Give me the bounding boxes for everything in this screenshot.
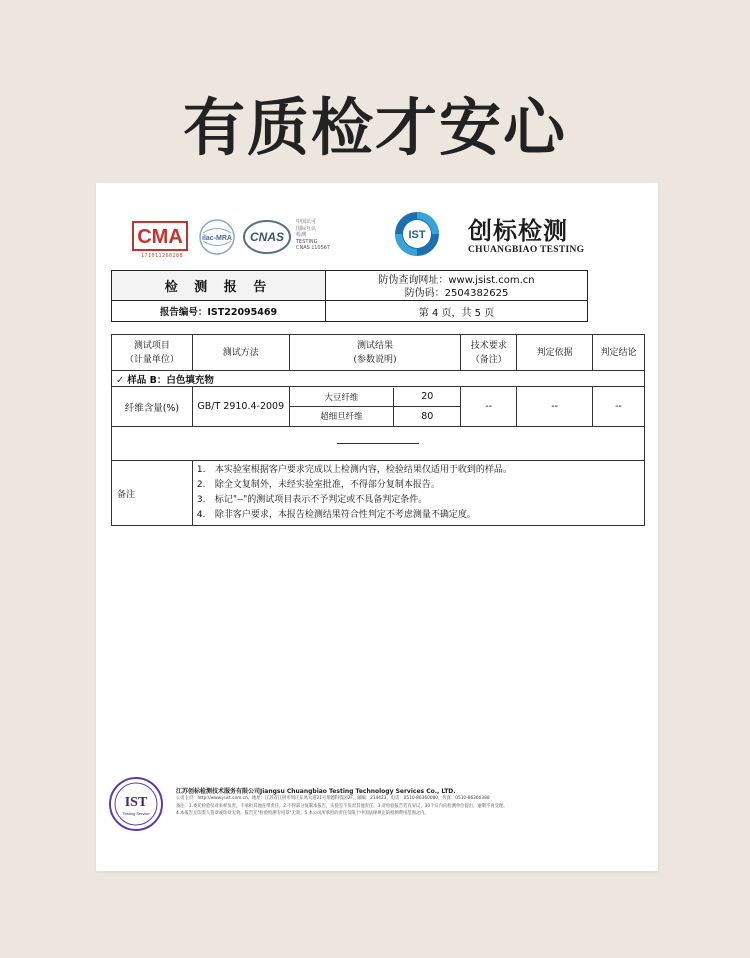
cma-logo-icon — [132, 221, 188, 251]
anti-counterfeit-info — [326, 271, 587, 301]
ilac-mra-logo-icon — [198, 218, 236, 256]
footer-line: 公司主页：http://www.jsist.com.cn，地址：江苏省江阴市周庄东凤大道21号瑞德科技园2F，邮编：214423，电话：0510-86360080，传真：0510-86360388 — [176, 796, 490, 801]
verify-website: 防伪查询网址：www.jsist.com.cn — [378, 275, 535, 286]
note-item: 3. 标记"--"的测试项目表示不予判定或不具备判定条件。 — [196, 495, 428, 505]
sample-label: ✓ 样品 B：白色填充物 — [112, 371, 645, 387]
fiber-value: 20 — [394, 388, 461, 407]
test-item: 纤维含量(%) — [112, 387, 193, 427]
company-name: 江苏创标检测技术服务有限公司Jiangsu Chuangbiao Testing Technology Services Co., LTD. — [176, 788, 456, 795]
table-header-row — [112, 335, 645, 371]
result-row — [290, 388, 461, 407]
cnas-accreditation-text: 中国认可 国际互认 检测 TESTING CNAS L10567 — [296, 219, 331, 251]
note-item: 2. 除全文复制外，未经实验室批准，不得部分复制本报告。 — [196, 480, 440, 490]
tech-requirement: -- — [461, 387, 517, 427]
test-results — [289, 387, 461, 427]
report-title: 检 测 报 告 — [112, 271, 326, 301]
footer-line: 4.本报告无印鉴人签章或印章无效，报告无"检验检测专用章"无效。5.本公司所承担的责任仅限于中国法律规定的检测费用范围之内。 — [176, 811, 429, 816]
result-row — [290, 407, 461, 426]
sample-row — [112, 371, 645, 387]
note-item: 4. 除非客户要求，本报告检测结果符合性判定不考虑测量不确定度。 — [196, 510, 476, 520]
svg-text:Testing Service: Testing Service — [122, 811, 150, 816]
ist-brand-logo-icon — [392, 209, 442, 259]
report-header-table — [111, 270, 588, 322]
svg-text:ilac-MRA: ilac-MRA — [202, 235, 232, 242]
col-header-basis: 判定依据 — [517, 335, 593, 371]
note-item: 1. 本实验室根据客户要求完成以上检测内容，检验结果仅适用于收到的样品。 — [196, 465, 512, 475]
brand-name-en: CHUANGBIAO TESTING — [468, 245, 585, 255]
cnas-logo-icon — [242, 219, 292, 255]
svg-text:IST: IST — [124, 795, 148, 810]
end-divider — [337, 443, 419, 444]
svg-text:CMA: CMA — [137, 226, 183, 248]
fiber-value: 80 — [421, 410, 434, 422]
fiber-name: 大豆纤维 — [290, 388, 394, 407]
page-headline: 有质检才安心 — [182, 91, 567, 164]
svg-text:CNAS: CNAS — [249, 230, 285, 244]
fiber-name: 超细旦纤维 — [290, 407, 394, 426]
col-header-conclusion: 判定结论 — [593, 335, 645, 371]
report-number: 报告编号：IST22095469 — [112, 301, 326, 321]
judgment-basis: -- — [517, 387, 593, 427]
judgment-conclusion: -- — [593, 387, 645, 427]
notes-label: 备注 — [112, 461, 193, 526]
results-table — [111, 334, 645, 526]
notes-list — [192, 461, 644, 526]
svg-text:IST: IST — [408, 229, 426, 241]
col-header-method: 测试方法 — [192, 335, 289, 371]
end-marker-row — [112, 427, 645, 461]
col-header-result: 测试结果 (参数说明) — [289, 335, 461, 371]
brand-name-cn: 创标检测 — [468, 216, 568, 245]
table-row — [112, 387, 645, 427]
test-method: GB/T 2910.4-2009 — [192, 387, 289, 427]
test-report-sheet — [96, 183, 658, 871]
col-header-requirement: 技术要求 （备注） — [461, 335, 517, 371]
report-footer — [176, 786, 656, 818]
page-indicator: 第 4 页，共 5 页 — [418, 307, 495, 319]
notes-row — [112, 461, 645, 526]
cma-number: 171011260288 — [140, 253, 184, 259]
footer-line: 备注：1.委托检验仅对来样负责，不承担其他连带责任。2.不得部分复制本报告，实验室不负责其他责任。3.对检验报告若有异议，30个日内向检测单位提出。逾期不再受理。 — [176, 803, 508, 809]
verify-code: 防伪码：2504382625 — [404, 288, 509, 299]
ist-seal-icon — [108, 776, 164, 832]
col-header-item: 测试项目 （计量单位） — [112, 335, 193, 371]
